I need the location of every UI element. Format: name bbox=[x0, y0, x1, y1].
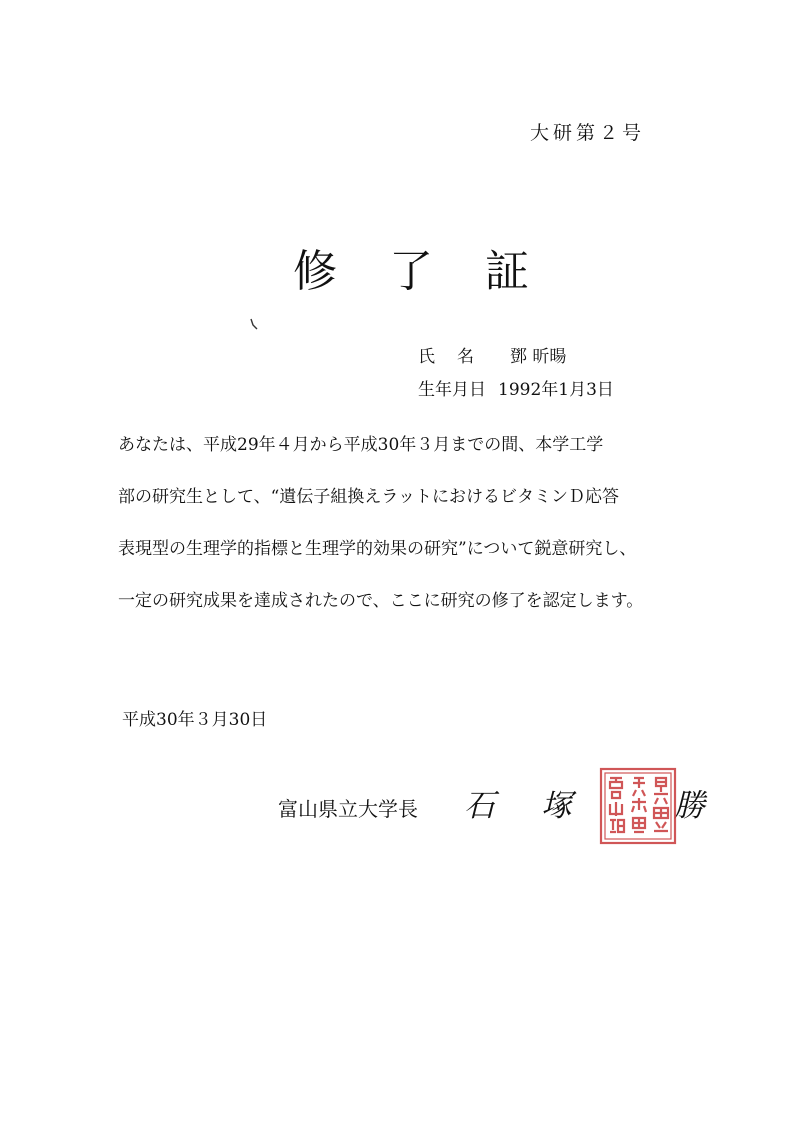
recipient-name-row bbox=[418, 342, 566, 367]
certificate-body bbox=[118, 430, 698, 638]
name-label: 氏名 bbox=[418, 347, 496, 367]
president-title: 富山県立大学長 bbox=[278, 797, 418, 821]
body-line: 一定の研究成果を達成されたので、ここに研究の修了を認定します。 bbox=[118, 591, 644, 611]
official-seal-stamp bbox=[598, 766, 678, 846]
recipient-name: 鄧 昕暘 bbox=[510, 347, 567, 367]
body-line: 表現型の生理学的指標と生理学的効果の研究”について鋭意研究し、 bbox=[118, 539, 637, 559]
scan-speck bbox=[249, 318, 259, 332]
president-name: 石塚 勝 bbox=[464, 788, 751, 824]
body-line: あなたは、平成29年４月から平成30年３月までの間、本学工学 bbox=[118, 435, 604, 455]
body-line: 部の研究生として、“遺伝子組換えラットにおけるビタミンＤ応答 bbox=[118, 487, 620, 507]
certificate-title: 修了証 bbox=[293, 246, 581, 297]
birth-date-label: 生年月日 bbox=[418, 380, 486, 400]
birth-date-value: 1992年1月3日 bbox=[498, 380, 614, 400]
issue-date: 平成30年３月30日 bbox=[122, 710, 268, 730]
birth-date-row bbox=[418, 375, 614, 400]
document-number: 大研第２号 bbox=[530, 122, 646, 144]
